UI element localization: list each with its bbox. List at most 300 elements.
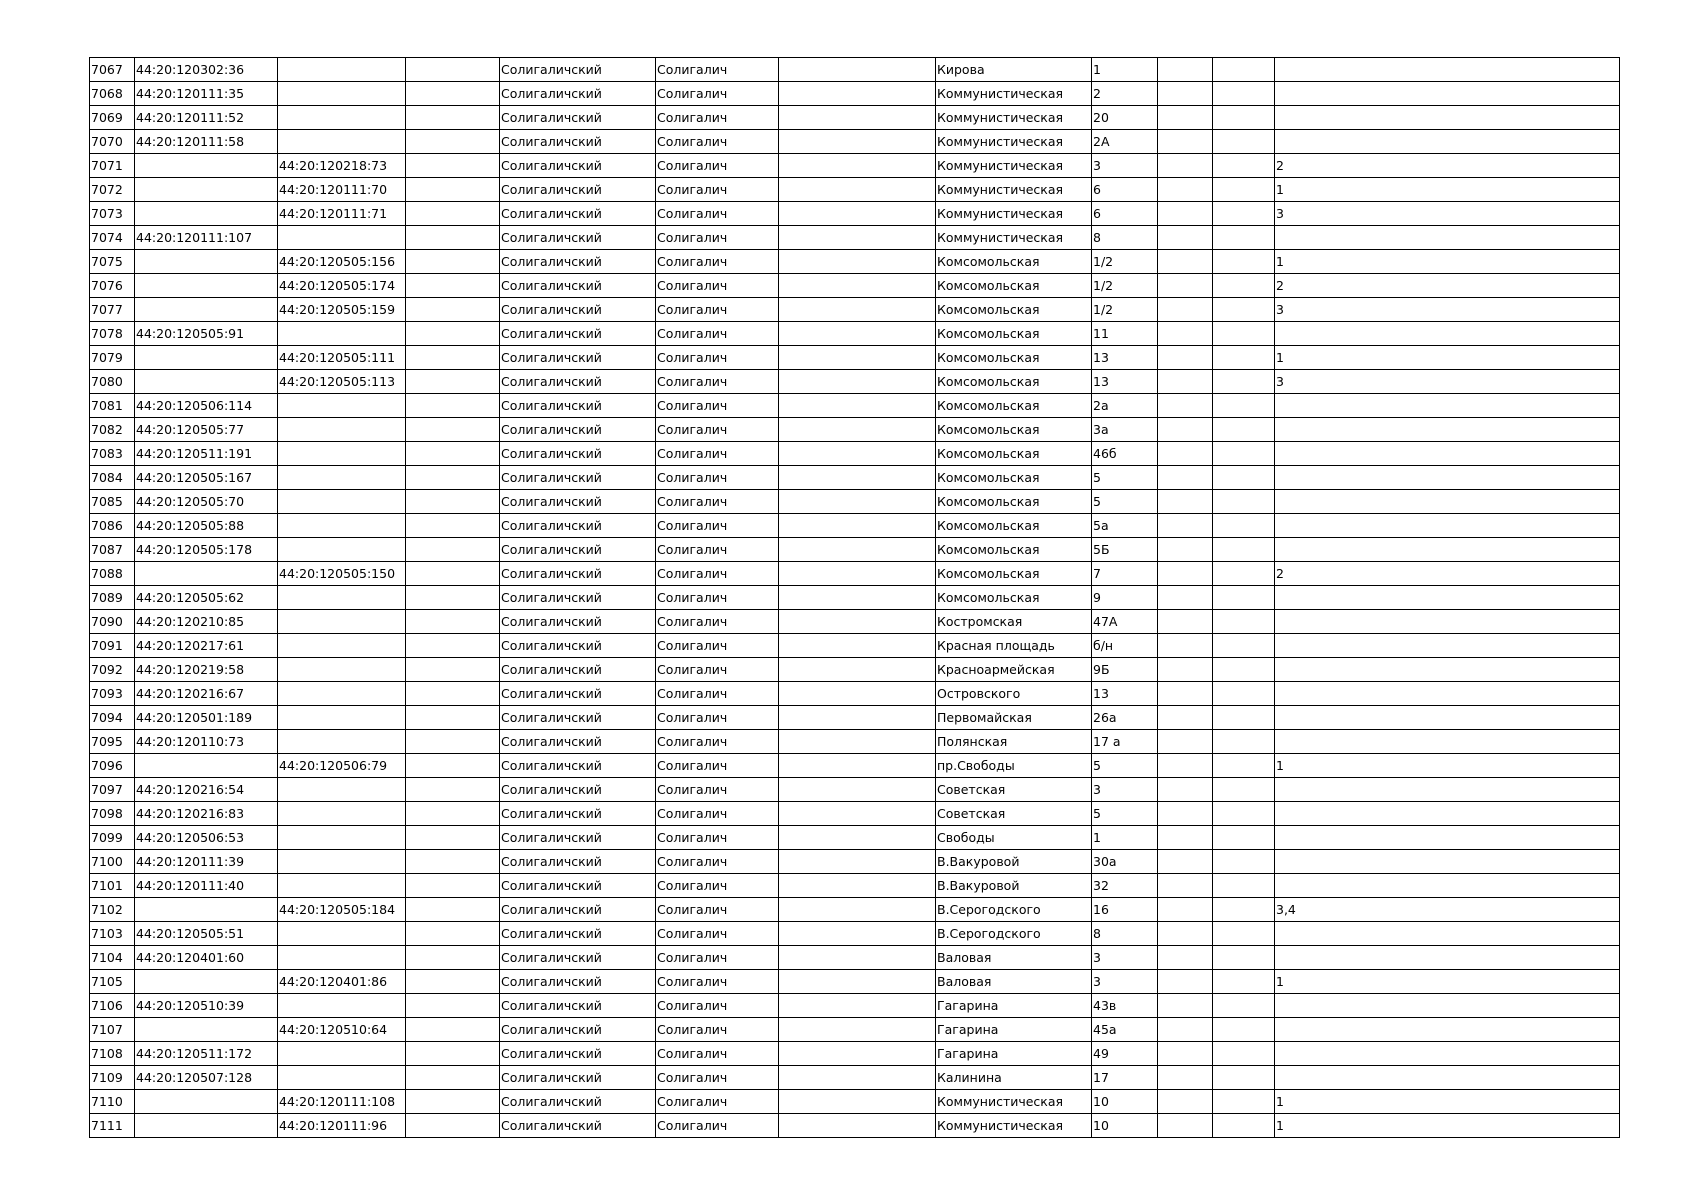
cell-parent-cadastral-number	[278, 58, 406, 82]
cell-district: Солигаличский	[500, 178, 656, 202]
cell-district: Солигаличский	[500, 922, 656, 946]
registry-sheet	[89, 57, 1619, 1138]
cell-street: Коммунистическая	[936, 130, 1092, 154]
cell-empty	[779, 322, 936, 346]
cell-parent-cadastral-number	[278, 322, 406, 346]
cell-empty	[779, 778, 936, 802]
cell-street: Красноармейская	[936, 658, 1092, 682]
cell-parent-cadastral-number	[278, 466, 406, 490]
cell-district: Солигаличский	[500, 898, 656, 922]
table-row	[90, 1090, 1620, 1114]
cell-cadastral-number: 44:20:120111:39	[135, 850, 278, 874]
cell-district: Солигаличский	[500, 130, 656, 154]
table-row	[90, 418, 1620, 442]
cell-house: 7	[1092, 562, 1158, 586]
cell-street: Комсомольская	[936, 322, 1092, 346]
cell-number: 7082	[90, 418, 135, 442]
cell-empty	[779, 538, 936, 562]
table-row	[90, 682, 1620, 706]
cell-district: Солигаличский	[500, 658, 656, 682]
table-row	[90, 1018, 1620, 1042]
cell-number: 7105	[90, 970, 135, 994]
cell-number: 7111	[90, 1114, 135, 1138]
cell-city: Солигалич	[656, 490, 779, 514]
cell-number: 7089	[90, 586, 135, 610]
cell-number: 7078	[90, 322, 135, 346]
cell-district: Солигаличский	[500, 82, 656, 106]
cell-number: 7070	[90, 130, 135, 154]
cell-number: 7092	[90, 658, 135, 682]
cell-city: Солигалич	[656, 1090, 779, 1114]
table-row	[90, 1042, 1620, 1066]
cell-empty	[406, 1114, 500, 1138]
table-row	[90, 658, 1620, 682]
cell-empty	[779, 466, 936, 490]
cell-cadastral-number: 44:20:120507:128	[135, 1066, 278, 1090]
cell-district: Солигаличский	[500, 394, 656, 418]
cell-apartment	[1275, 1018, 1620, 1042]
cell-cadastral-number: 44:20:120506:114	[135, 394, 278, 418]
cell-parent-cadastral-number: 44:20:120111:70	[278, 178, 406, 202]
cell-city: Солигалич	[656, 442, 779, 466]
cell-empty	[406, 1066, 500, 1090]
cell-district: Солигаличский	[500, 346, 656, 370]
cell-empty	[1213, 490, 1275, 514]
table-row	[90, 562, 1620, 586]
cell-empty	[1158, 1114, 1213, 1138]
cell-empty	[1213, 130, 1275, 154]
cell-street: Коммунистическая	[936, 1090, 1092, 1114]
registry-body	[90, 58, 1620, 1138]
cell-city: Солигалич	[656, 466, 779, 490]
cell-empty	[1158, 970, 1213, 994]
cell-empty	[779, 634, 936, 658]
cell-empty	[1158, 946, 1213, 970]
cell-number: 7087	[90, 538, 135, 562]
cell-house: 5	[1092, 466, 1158, 490]
cell-empty	[1158, 826, 1213, 850]
cell-empty	[1158, 778, 1213, 802]
cell-empty	[779, 610, 936, 634]
cell-empty	[1213, 874, 1275, 898]
cell-apartment: 3	[1275, 202, 1620, 226]
cell-city: Солигалич	[656, 322, 779, 346]
cell-empty	[1213, 586, 1275, 610]
cell-number: 7081	[90, 394, 135, 418]
cell-district: Солигаличский	[500, 874, 656, 898]
cell-parent-cadastral-number	[278, 514, 406, 538]
cell-empty	[1158, 490, 1213, 514]
cell-cadastral-number: 44:20:120111:40	[135, 874, 278, 898]
cell-house: 43в	[1092, 994, 1158, 1018]
cell-house: 5	[1092, 802, 1158, 826]
cell-number: 7083	[90, 442, 135, 466]
cell-number: 7069	[90, 106, 135, 130]
cell-city: Солигалич	[656, 610, 779, 634]
cell-street: Кирова	[936, 58, 1092, 82]
cell-empty	[406, 610, 500, 634]
cell-apartment	[1275, 130, 1620, 154]
cell-district: Солигаличский	[500, 538, 656, 562]
cell-apartment: 1	[1275, 178, 1620, 202]
table-row	[90, 586, 1620, 610]
cell-house: 3	[1092, 154, 1158, 178]
cell-house: 9Б	[1092, 658, 1158, 682]
cell-city: Солигалич	[656, 778, 779, 802]
cell-parent-cadastral-number	[278, 586, 406, 610]
cell-empty	[406, 826, 500, 850]
cell-cadastral-number	[135, 1090, 278, 1114]
cell-city: Солигалич	[656, 154, 779, 178]
cell-empty	[1213, 562, 1275, 586]
cell-parent-cadastral-number	[278, 226, 406, 250]
cell-parent-cadastral-number: 44:20:120505:159	[278, 298, 406, 322]
cell-city: Солигалич	[656, 202, 779, 226]
cell-apartment	[1275, 706, 1620, 730]
cell-street: Комсомольская	[936, 538, 1092, 562]
cell-cadastral-number	[135, 898, 278, 922]
cell-street: Комсомольская	[936, 274, 1092, 298]
cell-house: 2	[1092, 82, 1158, 106]
cell-empty	[779, 130, 936, 154]
cell-parent-cadastral-number	[278, 442, 406, 466]
cell-number: 7076	[90, 274, 135, 298]
table-row	[90, 946, 1620, 970]
cell-number: 7085	[90, 490, 135, 514]
table-row	[90, 970, 1620, 994]
cell-parent-cadastral-number	[278, 706, 406, 730]
cell-apartment: 1	[1275, 1114, 1620, 1138]
cell-empty	[406, 82, 500, 106]
cell-empty	[1158, 1066, 1213, 1090]
cell-parent-cadastral-number	[278, 394, 406, 418]
cell-street: Коммунистическая	[936, 178, 1092, 202]
cell-apartment	[1275, 1042, 1620, 1066]
cell-cadastral-number: 44:20:120217:61	[135, 634, 278, 658]
cell-number: 7071	[90, 154, 135, 178]
cell-cadastral-number: 44:20:120210:85	[135, 610, 278, 634]
cell-apartment: 1	[1275, 1090, 1620, 1114]
cell-empty	[406, 538, 500, 562]
cell-apartment	[1275, 442, 1620, 466]
table-row	[90, 226, 1620, 250]
cell-cadastral-number	[135, 250, 278, 274]
table-row	[90, 322, 1620, 346]
cell-empty	[1158, 106, 1213, 130]
cell-cadastral-number: 44:20:120401:60	[135, 946, 278, 970]
cell-apartment: 2	[1275, 154, 1620, 178]
cell-empty	[1158, 514, 1213, 538]
cell-empty	[1213, 154, 1275, 178]
cell-house: 9	[1092, 586, 1158, 610]
cell-empty	[1158, 538, 1213, 562]
cell-street: Коммунистическая	[936, 154, 1092, 178]
cell-parent-cadastral-number: 44:20:120505:156	[278, 250, 406, 274]
cell-district: Солигаличский	[500, 274, 656, 298]
cell-number: 7077	[90, 298, 135, 322]
cell-empty	[779, 1090, 936, 1114]
cell-district: Солигаличский	[500, 58, 656, 82]
cell-cadastral-number	[135, 346, 278, 370]
cell-empty	[779, 82, 936, 106]
cell-empty	[1213, 346, 1275, 370]
cell-cadastral-number	[135, 1018, 278, 1042]
cell-city: Солигалич	[656, 178, 779, 202]
table-row	[90, 1066, 1620, 1090]
cell-parent-cadastral-number: 44:20:120505:111	[278, 346, 406, 370]
cell-empty	[779, 658, 936, 682]
table-row	[90, 826, 1620, 850]
cell-parent-cadastral-number	[278, 730, 406, 754]
cell-empty	[1213, 1066, 1275, 1090]
cell-street: Комсомольская	[936, 418, 1092, 442]
cell-house: 20	[1092, 106, 1158, 130]
cell-district: Солигаличский	[500, 850, 656, 874]
cell-house: 6	[1092, 202, 1158, 226]
cell-empty	[406, 274, 500, 298]
cell-empty	[779, 370, 936, 394]
cell-empty	[1213, 178, 1275, 202]
cell-empty	[779, 442, 936, 466]
cell-house: 3	[1092, 970, 1158, 994]
cell-street: Гагарина	[936, 994, 1092, 1018]
cell-empty	[1158, 226, 1213, 250]
cell-street: Первомайская	[936, 706, 1092, 730]
cell-cadastral-number: 44:20:120111:52	[135, 106, 278, 130]
cell-empty	[779, 922, 936, 946]
cell-number: 7103	[90, 922, 135, 946]
cell-number: 7074	[90, 226, 135, 250]
cell-number: 7088	[90, 562, 135, 586]
cell-empty	[1158, 370, 1213, 394]
table-row	[90, 754, 1620, 778]
cell-empty	[1158, 442, 1213, 466]
cell-house: 8	[1092, 922, 1158, 946]
cell-empty	[406, 946, 500, 970]
cell-empty	[779, 802, 936, 826]
cell-parent-cadastral-number	[278, 994, 406, 1018]
cell-apartment	[1275, 658, 1620, 682]
cell-empty	[1213, 274, 1275, 298]
cell-empty	[406, 1018, 500, 1042]
cell-parent-cadastral-number	[278, 874, 406, 898]
cell-cadastral-number: 44:20:120505:70	[135, 490, 278, 514]
cell-cadastral-number: 44:20:120510:39	[135, 994, 278, 1018]
cell-empty	[406, 586, 500, 610]
cell-cadastral-number: 44:20:120501:189	[135, 706, 278, 730]
cell-city: Солигалич	[656, 706, 779, 730]
cell-house: 26а	[1092, 706, 1158, 730]
cell-district: Солигаличский	[500, 634, 656, 658]
cell-parent-cadastral-number: 44:20:120111:96	[278, 1114, 406, 1138]
cell-empty	[406, 898, 500, 922]
cell-number: 7104	[90, 946, 135, 970]
cell-cadastral-number: 44:20:120505:51	[135, 922, 278, 946]
cell-empty	[1213, 634, 1275, 658]
cell-empty	[1158, 202, 1213, 226]
cell-empty	[406, 562, 500, 586]
cell-city: Солигалич	[656, 370, 779, 394]
cell-number: 7096	[90, 754, 135, 778]
cell-street: Коммунистическая	[936, 106, 1092, 130]
cell-number: 7107	[90, 1018, 135, 1042]
cell-cadastral-number: 44:20:120111:58	[135, 130, 278, 154]
cell-empty	[406, 514, 500, 538]
cell-district: Солигаличский	[500, 778, 656, 802]
table-row	[90, 154, 1620, 178]
cell-empty	[779, 850, 936, 874]
cell-house: 17	[1092, 1066, 1158, 1090]
cell-empty	[779, 970, 936, 994]
cell-empty	[1158, 418, 1213, 442]
cell-street: Комсомольская	[936, 370, 1092, 394]
table-row	[90, 850, 1620, 874]
table-row	[90, 490, 1620, 514]
cell-empty	[406, 202, 500, 226]
table-row	[90, 802, 1620, 826]
cell-city: Солигалич	[656, 130, 779, 154]
cell-district: Солигаличский	[500, 490, 656, 514]
cell-empty	[779, 826, 936, 850]
cell-empty	[779, 1066, 936, 1090]
cell-street: Валовая	[936, 970, 1092, 994]
cell-number: 7075	[90, 250, 135, 274]
cell-apartment	[1275, 514, 1620, 538]
cell-street: Коммунистическая	[936, 82, 1092, 106]
cell-empty	[779, 730, 936, 754]
cell-house: 5а	[1092, 514, 1158, 538]
cell-city: Солигалич	[656, 514, 779, 538]
cell-empty	[779, 58, 936, 82]
cell-empty	[1213, 730, 1275, 754]
cell-empty	[1158, 394, 1213, 418]
cell-apartment	[1275, 466, 1620, 490]
cell-apartment: 3	[1275, 298, 1620, 322]
cell-district: Солигаличский	[500, 826, 656, 850]
table-row	[90, 922, 1620, 946]
cell-empty	[406, 442, 500, 466]
cell-district: Солигаличский	[500, 682, 656, 706]
cell-number: 7099	[90, 826, 135, 850]
cell-empty	[779, 274, 936, 298]
cell-empty	[779, 1042, 936, 1066]
cell-city: Солигалич	[656, 946, 779, 970]
cell-street: Комсомольская	[936, 250, 1092, 274]
cell-empty	[1158, 466, 1213, 490]
cell-empty	[1158, 754, 1213, 778]
cell-empty	[406, 394, 500, 418]
table-row	[90, 874, 1620, 898]
table-row	[90, 274, 1620, 298]
cell-house: б/н	[1092, 634, 1158, 658]
cell-empty	[1158, 562, 1213, 586]
cell-district: Солигаличский	[500, 562, 656, 586]
cell-parent-cadastral-number: 44:20:120505:184	[278, 898, 406, 922]
cell-city: Солигалич	[656, 562, 779, 586]
cell-cadastral-number	[135, 1114, 278, 1138]
cell-parent-cadastral-number: 44:20:120505:113	[278, 370, 406, 394]
cell-house: 5Б	[1092, 538, 1158, 562]
cell-empty	[1213, 826, 1275, 850]
cell-house: 3а	[1092, 418, 1158, 442]
cell-empty	[1213, 994, 1275, 1018]
cell-empty	[1158, 298, 1213, 322]
table-row	[90, 538, 1620, 562]
cell-apartment	[1275, 418, 1620, 442]
cell-empty	[779, 154, 936, 178]
cell-district: Солигаличский	[500, 802, 656, 826]
cell-street: Костромская	[936, 610, 1092, 634]
cell-empty	[779, 682, 936, 706]
cell-parent-cadastral-number	[278, 802, 406, 826]
cell-empty	[406, 730, 500, 754]
cell-apartment	[1275, 610, 1620, 634]
cell-empty	[1158, 802, 1213, 826]
cell-city: Солигалич	[656, 346, 779, 370]
cell-empty	[1213, 418, 1275, 442]
cell-apartment: 3	[1275, 370, 1620, 394]
cell-empty	[406, 658, 500, 682]
cell-empty	[1213, 610, 1275, 634]
cell-empty	[406, 634, 500, 658]
cell-number: 7090	[90, 610, 135, 634]
cell-empty	[1158, 1090, 1213, 1114]
cell-city: Солигалич	[656, 418, 779, 442]
table-row	[90, 346, 1620, 370]
cell-number: 7106	[90, 994, 135, 1018]
cell-apartment	[1275, 1066, 1620, 1090]
cell-parent-cadastral-number	[278, 418, 406, 442]
cell-number: 7073	[90, 202, 135, 226]
cell-cadastral-number: 44:20:120505:88	[135, 514, 278, 538]
cell-house: 1	[1092, 58, 1158, 82]
cell-cadastral-number	[135, 202, 278, 226]
cell-parent-cadastral-number: 44:20:120510:64	[278, 1018, 406, 1042]
cell-apartment: 3,4	[1275, 898, 1620, 922]
cell-cadastral-number: 44:20:120219:58	[135, 658, 278, 682]
cell-city: Солигалич	[656, 730, 779, 754]
cell-empty	[1158, 898, 1213, 922]
cell-street: В.Вакуровой	[936, 850, 1092, 874]
cell-city: Солигалич	[656, 754, 779, 778]
cell-cadastral-number: 44:20:120506:53	[135, 826, 278, 850]
cell-apartment: 1	[1275, 250, 1620, 274]
cell-empty	[1213, 970, 1275, 994]
cell-parent-cadastral-number: 44:20:120505:174	[278, 274, 406, 298]
cell-number: 7072	[90, 178, 135, 202]
cell-empty	[779, 202, 936, 226]
cell-city: Солигалич	[656, 658, 779, 682]
cell-apartment	[1275, 850, 1620, 874]
cell-apartment	[1275, 994, 1620, 1018]
cell-empty	[406, 754, 500, 778]
cell-empty	[1158, 682, 1213, 706]
table-row	[90, 730, 1620, 754]
cell-number: 7102	[90, 898, 135, 922]
cell-city: Солигалич	[656, 586, 779, 610]
cell-empty	[779, 586, 936, 610]
cell-number: 7093	[90, 682, 135, 706]
cell-empty	[406, 922, 500, 946]
cell-street: Коммунистическая	[936, 1114, 1092, 1138]
cell-empty	[406, 226, 500, 250]
table-row	[90, 394, 1620, 418]
cell-empty	[1213, 442, 1275, 466]
cell-city: Солигалич	[656, 1018, 779, 1042]
cell-number: 7091	[90, 634, 135, 658]
cell-street: Гагарина	[936, 1018, 1092, 1042]
table-row	[90, 370, 1620, 394]
